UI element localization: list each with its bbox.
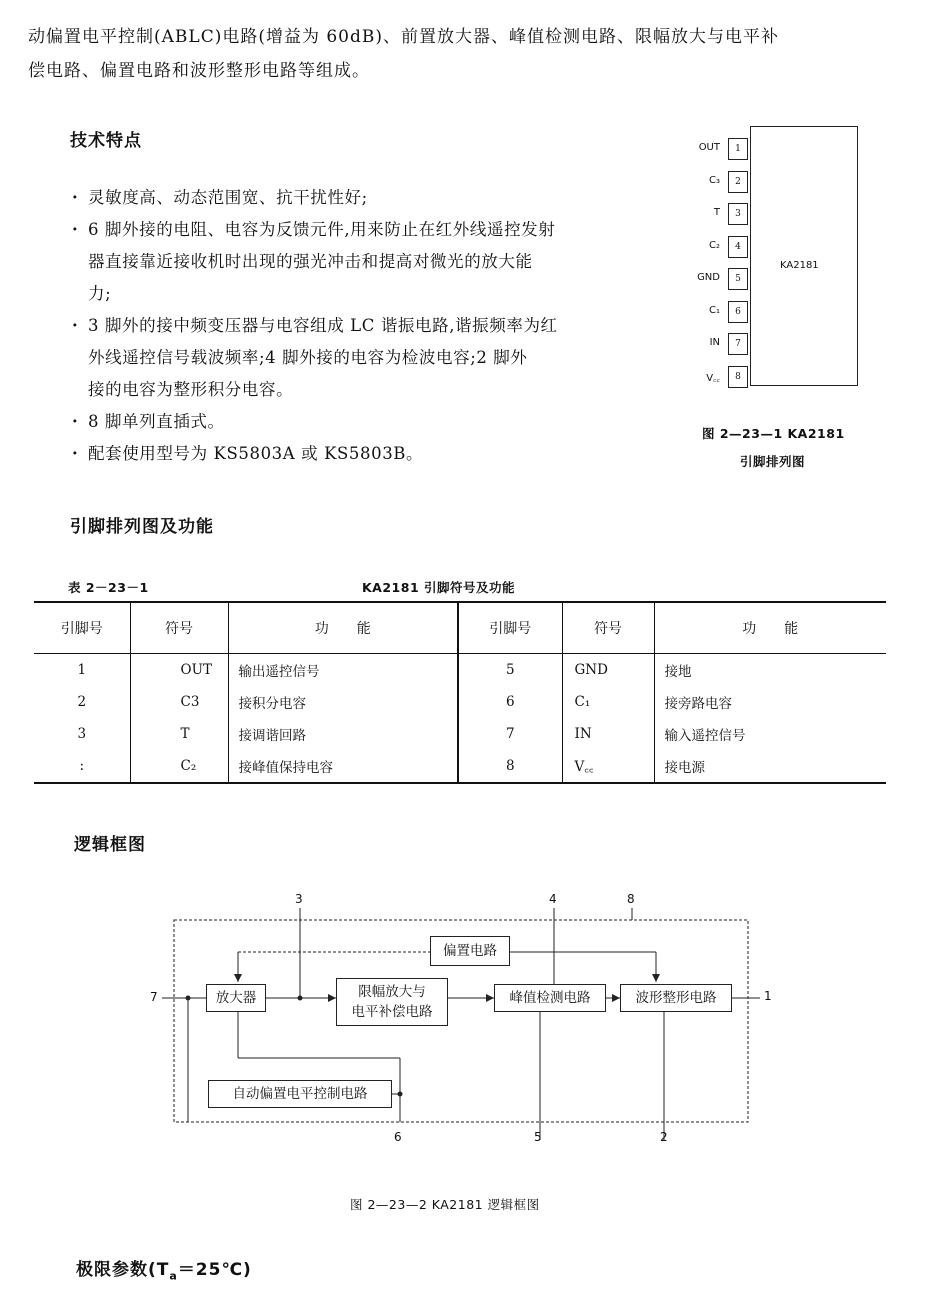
pin-name-label: IN bbox=[709, 337, 720, 348]
peak-detector-block: 峰值检测电路 bbox=[494, 984, 606, 1012]
table-id: 表 2－23－1 bbox=[68, 580, 149, 595]
bullet-icon: · bbox=[72, 188, 79, 207]
table-title: KA2181 引脚符号及功能 bbox=[362, 580, 516, 595]
table-cell: GND bbox=[562, 654, 654, 687]
bullet-icon: · bbox=[72, 316, 79, 335]
feature-line bbox=[70, 214, 680, 246]
feature-text: 灵敏度高、动态范围宽、抗干扰性好; bbox=[88, 188, 368, 207]
table-row bbox=[34, 654, 886, 687]
table-header-cell: 符号 bbox=[130, 602, 228, 654]
pin-figure-caption-2: 引脚排列图 bbox=[740, 454, 806, 469]
table-header-cell: 符号 bbox=[562, 602, 654, 654]
logic-wires bbox=[140, 890, 800, 1150]
pin-box: 3 bbox=[728, 203, 748, 225]
limits-heading-sub: a bbox=[169, 1269, 178, 1283]
table-cell: : bbox=[34, 750, 130, 783]
table-row bbox=[34, 686, 886, 718]
pin-box: 4 bbox=[728, 236, 748, 258]
pin-label-8: 8 bbox=[627, 892, 635, 906]
feature-text: 力; bbox=[88, 284, 112, 303]
table-cell: 输入遥控信号 bbox=[664, 728, 746, 744]
feature-text: 3 脚外的接中频变压器与电容组成 LC 谐振电路,谐振频率为红 bbox=[88, 316, 558, 335]
table-cell: T bbox=[130, 718, 228, 750]
bullet-icon: · bbox=[72, 412, 79, 431]
waveform-shaper-block: 波形整形电路 bbox=[620, 984, 732, 1012]
feature-text: 器直接靠近接收机时出现的强光冲击和提高对微光的放大能 bbox=[88, 252, 533, 271]
feature-line bbox=[70, 374, 680, 406]
intro-line-2: 偿电路、偏置电路和波形整形电路等组成。 bbox=[28, 61, 370, 81]
pin-box: 1 bbox=[728, 138, 748, 160]
feature-text: 外线遥控信号载波频率;4 脚外接的电容为检波电容;2 脚外 bbox=[88, 348, 528, 367]
pin-box: 7 bbox=[728, 333, 748, 355]
pin-name-label: C₂ bbox=[709, 239, 720, 251]
table-cell: C3 bbox=[130, 686, 228, 718]
chip-label: KA2181 bbox=[780, 260, 819, 271]
table-cell: 3 bbox=[34, 718, 130, 750]
table-header-cell: 引脚号 bbox=[458, 602, 562, 654]
intro-line-1: 动偏置电平控制(ABLC)电路(增益为 60dB)、前置放大器、峰值检测电路、限幅放大与电平补 bbox=[28, 27, 780, 47]
table-row bbox=[34, 750, 886, 783]
table-cell: 8 bbox=[458, 750, 562, 783]
pin-label-6: 6 bbox=[394, 1130, 402, 1144]
table-cell: 接积分电容 bbox=[228, 686, 458, 718]
feature-text: 6 脚外接的电阻、电容为反馈元件,用来防止在红外线遥控发射 bbox=[88, 220, 556, 239]
bullet-icon: · bbox=[72, 220, 79, 239]
pin-name-label: GND bbox=[697, 272, 720, 283]
table-cell: 1 bbox=[34, 654, 130, 687]
pin-label-2: 2 bbox=[660, 1130, 668, 1144]
bias-circuit-block: 偏置电路 bbox=[430, 936, 510, 966]
feature-text: 配套使用型号为 KS5803A 或 KS5803B。 bbox=[88, 444, 424, 463]
pin-table-wrap bbox=[34, 601, 886, 784]
table-header-cell: 功 能 bbox=[742, 621, 799, 637]
table-header-cell: 引脚号 bbox=[34, 602, 130, 654]
table-cell: 5 bbox=[458, 654, 562, 687]
table-cell: IN bbox=[562, 718, 654, 750]
limits-heading bbox=[76, 1255, 252, 1282]
table-cell: 6 bbox=[458, 686, 562, 718]
limits-heading-text: 极限参数(T bbox=[76, 1260, 170, 1280]
table-row bbox=[34, 718, 886, 750]
features-list bbox=[70, 182, 680, 470]
logic-caption: 图 2—23—2 KA2181 逻辑框图 bbox=[350, 1197, 540, 1212]
pin-table bbox=[34, 601, 886, 784]
pin-label-3: 3 bbox=[295, 892, 303, 906]
table-cell: 7 bbox=[458, 718, 562, 750]
pin-box: 6 bbox=[728, 301, 748, 323]
pin-name-label: V꜀꜀ bbox=[706, 372, 720, 384]
pin-label-1: 1 bbox=[764, 989, 772, 1003]
chip-body bbox=[750, 126, 858, 386]
table-cell: V꜀꜀ bbox=[562, 750, 654, 783]
pin-label-7: 7 bbox=[150, 990, 158, 1004]
table-cell: 接旁路电容 bbox=[664, 696, 732, 712]
bullet-icon: · bbox=[72, 444, 79, 463]
pin-figure-caption-1: 图 2—23—1 KA2181 bbox=[702, 426, 845, 441]
pin-label-4: 4 bbox=[549, 892, 557, 906]
table-cell: 接电源 bbox=[664, 760, 705, 776]
pin-name-label: C₃ bbox=[709, 174, 720, 186]
pin-box: 8 bbox=[728, 366, 748, 388]
features-heading: 技术特点 bbox=[70, 131, 142, 151]
logic-heading: 逻辑框图 bbox=[74, 835, 146, 855]
logic-diagram bbox=[140, 890, 800, 1150]
feature-line bbox=[70, 246, 680, 278]
limiter-label-2: 电平补偿电路 bbox=[351, 1004, 433, 1020]
pin-name-label: OUT bbox=[698, 142, 720, 153]
pin-box: 2 bbox=[728, 171, 748, 193]
limits-heading-tail: ＝25℃) bbox=[177, 1260, 252, 1280]
amplifier-block: 放大器 bbox=[206, 984, 266, 1012]
table-cell: 接调谐回路 bbox=[228, 718, 458, 750]
feature-line bbox=[70, 182, 680, 214]
pin-figure bbox=[690, 120, 870, 480]
feature-line bbox=[70, 438, 680, 470]
limiter-label-1: 限幅放大与 bbox=[358, 984, 426, 1000]
pin-label-5: 5 bbox=[534, 1130, 542, 1144]
feature-line bbox=[70, 406, 680, 438]
ablc-block: 自动偏置电平控制电路 bbox=[208, 1080, 392, 1108]
table-cell: 接地 bbox=[664, 664, 692, 680]
pin-section-heading: 引脚排列图及功能 bbox=[70, 517, 214, 537]
table-cell: C₁ bbox=[562, 686, 654, 718]
table-header-cell: 功 能 bbox=[228, 602, 458, 654]
pin-name-label: T bbox=[713, 207, 720, 218]
feature-text: 接的电容为整形积分电容。 bbox=[88, 380, 294, 399]
feature-line bbox=[70, 310, 680, 342]
table-cell: 2 bbox=[34, 686, 130, 718]
table-header-row bbox=[34, 602, 886, 654]
feature-line bbox=[70, 342, 680, 374]
feature-line bbox=[70, 278, 680, 310]
pin-name-label: C₁ bbox=[709, 304, 720, 316]
table-cell: OUT bbox=[130, 654, 228, 687]
limiter-block bbox=[336, 978, 448, 1026]
table-cell: 输出遥控信号 bbox=[228, 654, 458, 687]
table-cell: 接峰值保持电容 bbox=[228, 750, 458, 783]
pin-box: 5 bbox=[728, 268, 748, 290]
table-cell: C₂ bbox=[130, 750, 228, 783]
feature-text: 8 脚单列直插式。 bbox=[88, 412, 225, 431]
